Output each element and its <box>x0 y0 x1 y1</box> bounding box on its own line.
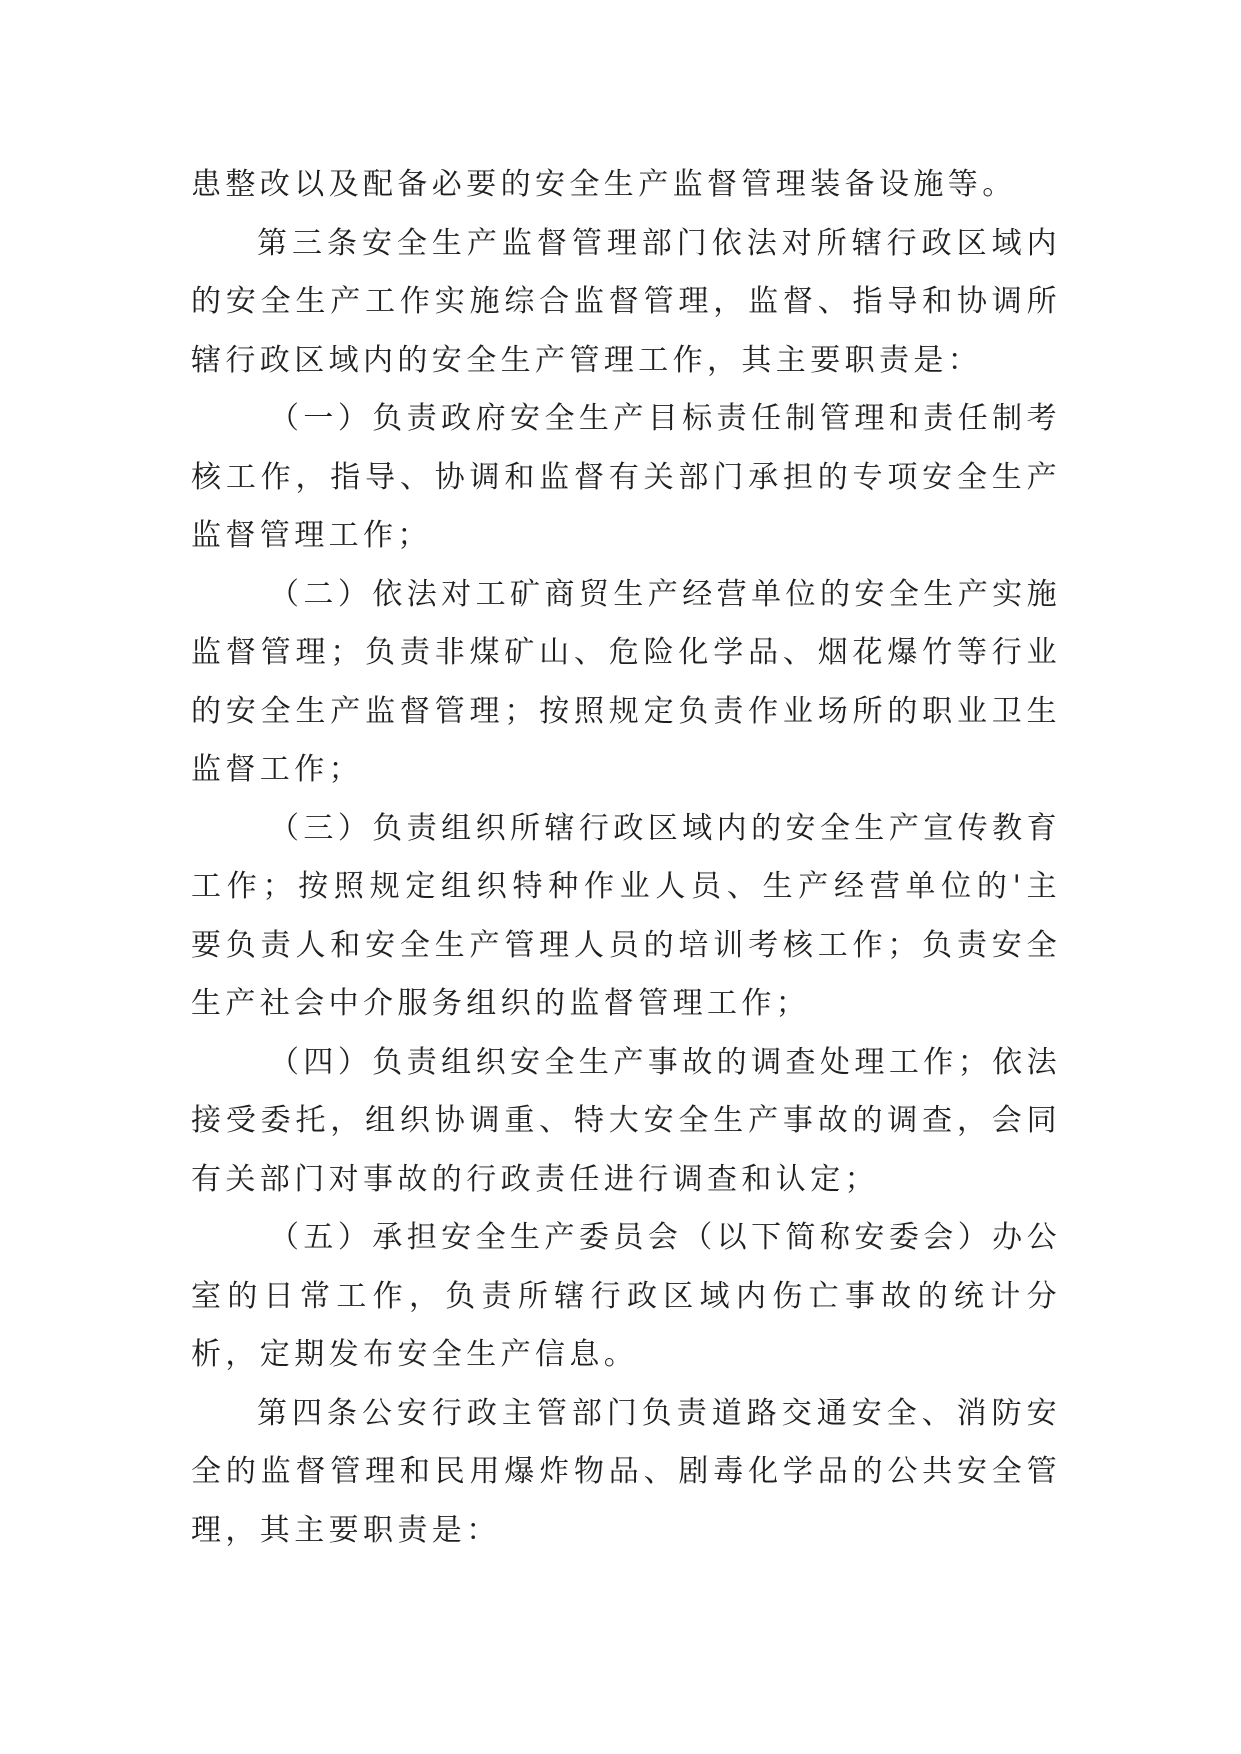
paragraph-item-1: （一）负责政府安全生产目标责任制管理和责任制考核工作，指导、协调和监督有关部门承担的专项安全生产监督管理工作； <box>191 401 1061 553</box>
paragraph-article-4: 第四条公安行政主管部门负责道路交通安全、消防安全的监督管理和民用爆炸物品、剧毒化学品的公共安全管理，其主要职责是： <box>191 1395 1061 1548</box>
paragraph-continuation: 患整改以及配备必要的安全生产监督管理装备设施等。 <box>191 167 1017 202</box>
paragraph-item-2: （二）依法对工矿商贸生产经营单位的安全生产实施监督管理；负责非煤矿山、危险化学品、烟花爆竹等行业的安全生产监督管理；按照规定负责作业场所的职业卫生监督工作； <box>191 576 1061 787</box>
paragraph-item-5: （五）承担安全生产委员会（以下简称安委会）办公室的日常工作，负责所辖行政区域内伤亡事故的统计分析，定期发布安全生产信息。 <box>191 1220 1061 1372</box>
paragraph-article-3: 第三条安全生产监督管理部门依法对所辖行政区域内的安全生产工作实施综合监督管理，监督、指导和协调所辖行政区域内的安全生产管理工作，其主要职责是： <box>191 225 1061 378</box>
document-body <box>191 156 1061 1560</box>
paragraph-item-4: （四）负责组织安全生产事故的调查处理工作；依法接受委托，组织协调重、特大安全生产事故的调查，会同有关部门对事故的行政责任进行调查和认定； <box>191 1044 1061 1197</box>
paragraph-item-3: （三）负责组织所辖行政区域内的安全生产宣传教育工作；按照规定组织特种作业人员、生产经营单位的'主要负责人和安全生产管理人员的培训考核工作；负责安全生产社会中介服务组织的监督管理工作； <box>191 810 1061 1021</box>
